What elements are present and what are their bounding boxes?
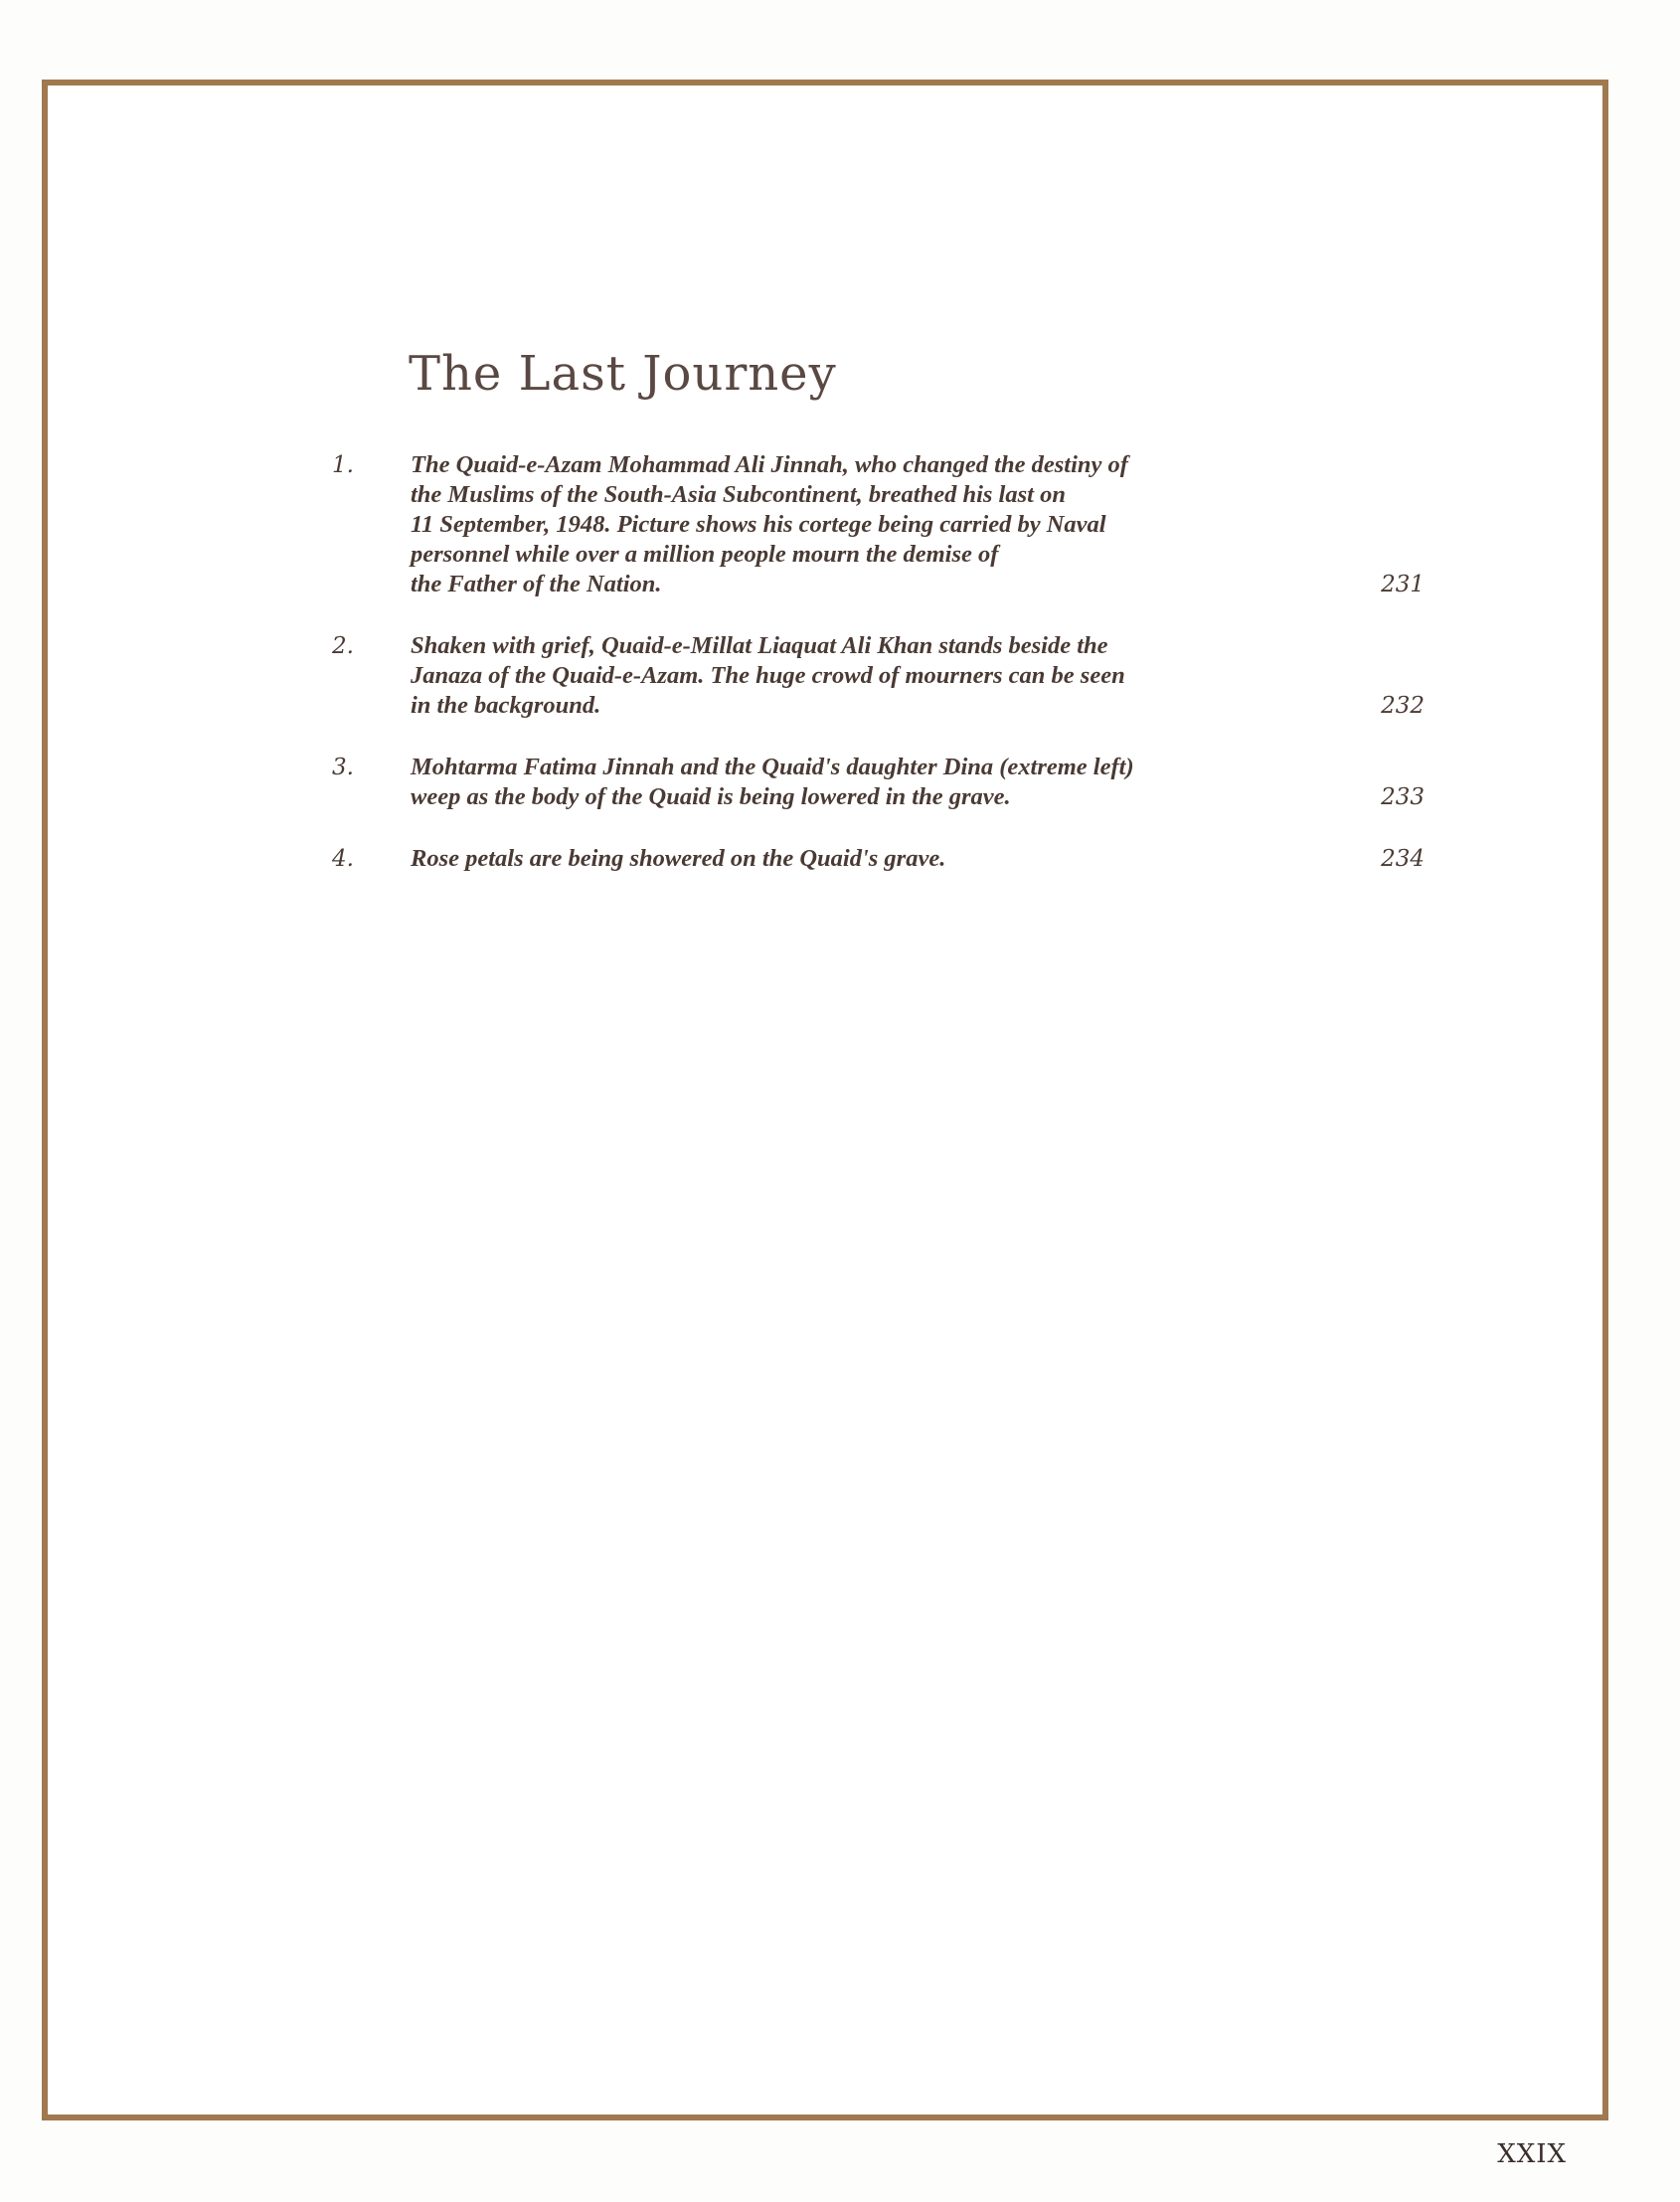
section-title: The Last Journey — [409, 346, 837, 402]
caption-list — [332, 450, 1455, 884]
caption-entry — [332, 844, 1455, 884]
caption-entry — [332, 753, 1455, 844]
caption-page-number: 231 — [1381, 572, 1425, 597]
caption-number: 2. — [332, 633, 354, 659]
caption-number: 3. — [332, 755, 354, 780]
caption-text: Mohtarma Fatima Jinnah and the Quaid's daughter Dina (extreme left) weep as the body of the Quaid is being lowered in the grave. — [411, 754, 1134, 810]
caption-number: 4. — [332, 846, 354, 872]
caption-text: Rose petals are being showered on the Quaid's grave. — [411, 845, 946, 872]
folio-page-number: XXIX — [1497, 2139, 1567, 2169]
caption-entry — [332, 631, 1455, 753]
page-border-frame — [42, 80, 1608, 2120]
caption-page-number: 233 — [1381, 784, 1425, 810]
caption-entry — [332, 450, 1455, 631]
caption-page-number: 232 — [1381, 693, 1425, 719]
caption-text: The Quaid-e-Azam Mohammad Ali Jinnah, who changed the destiny of the Muslims of the South-Asia Subcontinent, breathed his last on 11 September, 1948. Picture shows his cortege being carried by Naval personnel while over a million people mourn the demise of the Father of the Nation. — [411, 451, 1128, 597]
caption-number: 1. — [332, 452, 354, 478]
caption-text: Shaken with grief, Quaid-e-Millat Liaquat Ali Khan stands beside the Janaza of the Quaid-e-Azam. The huge crowd of mourners can be seen in the background. — [411, 632, 1125, 719]
caption-page-number: 234 — [1381, 846, 1425, 872]
